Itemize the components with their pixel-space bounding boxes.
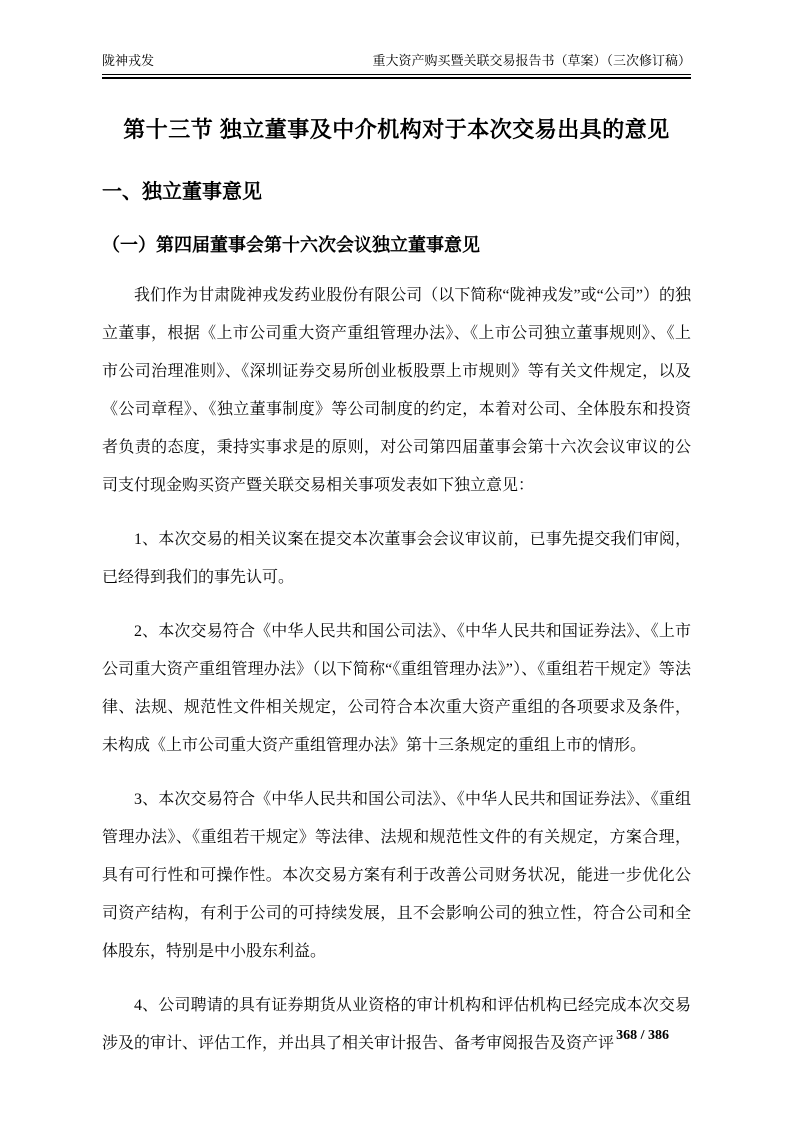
page-header [102,52,691,79]
paragraph-intro: 我们作为甘肃陇神戎发药业股份有限公司（以下简称“陇神戎发”或“公司”）的独立董事，根据《上市公司重大资产重组管理办法》、《上市公司独立董事规则》、《上市公司治理准则》、《深圳证券交易所创业板股票上市规则》等有关文件规定，以及《公司章程》、《独立董事制度》等公司制度的约定，本着对公司、全体股东和投资者负责的态度，秉持实事求是的原则，对公司第四届董事会第十六次会议审议的公司支付现金购买资产暨关联交易相关事项发表如下独立意见： [102,287,691,494]
header-rule-thick [102,77,691,79]
header-rule-thin [102,74,691,75]
subsection-heading-board-meeting-opinion: （一）第四届董事会第十六次会议独立董事意见 [102,235,480,255]
header-doc-short-title: 陇神戎发 [102,53,155,68]
page-content [102,115,691,1063]
header-row [102,52,691,74]
header-report-title: 重大资产购买暨关联交易报告书（草案）（三次修订稿） [372,53,691,68]
section-heading-independent-directors-opinion: 一、独立董事意见 [102,181,262,203]
page-footer [0,1028,669,1044]
paragraph-item-2: 2、本次交易符合《中华人民共和国公司法》、《中华人民共和国证券法》、《上市公司重大资产重组管理办法》（以下简称“《重组管理办法》”）、《重组若干规定》等法律、法规、规范性文件相关规定，公司符合本次重大资产重组的各项要求及条件，未构成《上市公司重大资产重组管理办法》第十三条规定的重组上市的情形。 [102,623,691,754]
paragraph-item-1: 1、本次交易的相关议案在提交本次董事会会议审议前，已事先提交我们审阅，已经得到我们的事先认可。 [102,531,691,586]
page-title: 第十三节 独立董事及中介机构对于本次交易出具的意见 [123,117,670,142]
page-number: 368 / 386 [616,1028,669,1043]
paragraph-item-3: 3、本次交易符合《中华人民共和国公司法》、《中华人民共和国证券法》、《重组管理办法》、《重组若干规定》等法律、法规和规范性文件的有关规定，方案合理，具有可行性和可操作性。本次交易方案有利于改善公司财务状况，能进一步优化公司资产结构，有利于公司的可持续发展，且不会影响公司的独立性，符合公司和全体股东，特别是中小股东利益。 [102,791,691,960]
paragraph-item-4: 4、公司聘请的具有证券期货从业资格的审计机构和评估机构已经完成本次交易涉及的审计、评估工作，并出具了相关审计报告、备考审阅报告及资产评 [102,997,691,1052]
